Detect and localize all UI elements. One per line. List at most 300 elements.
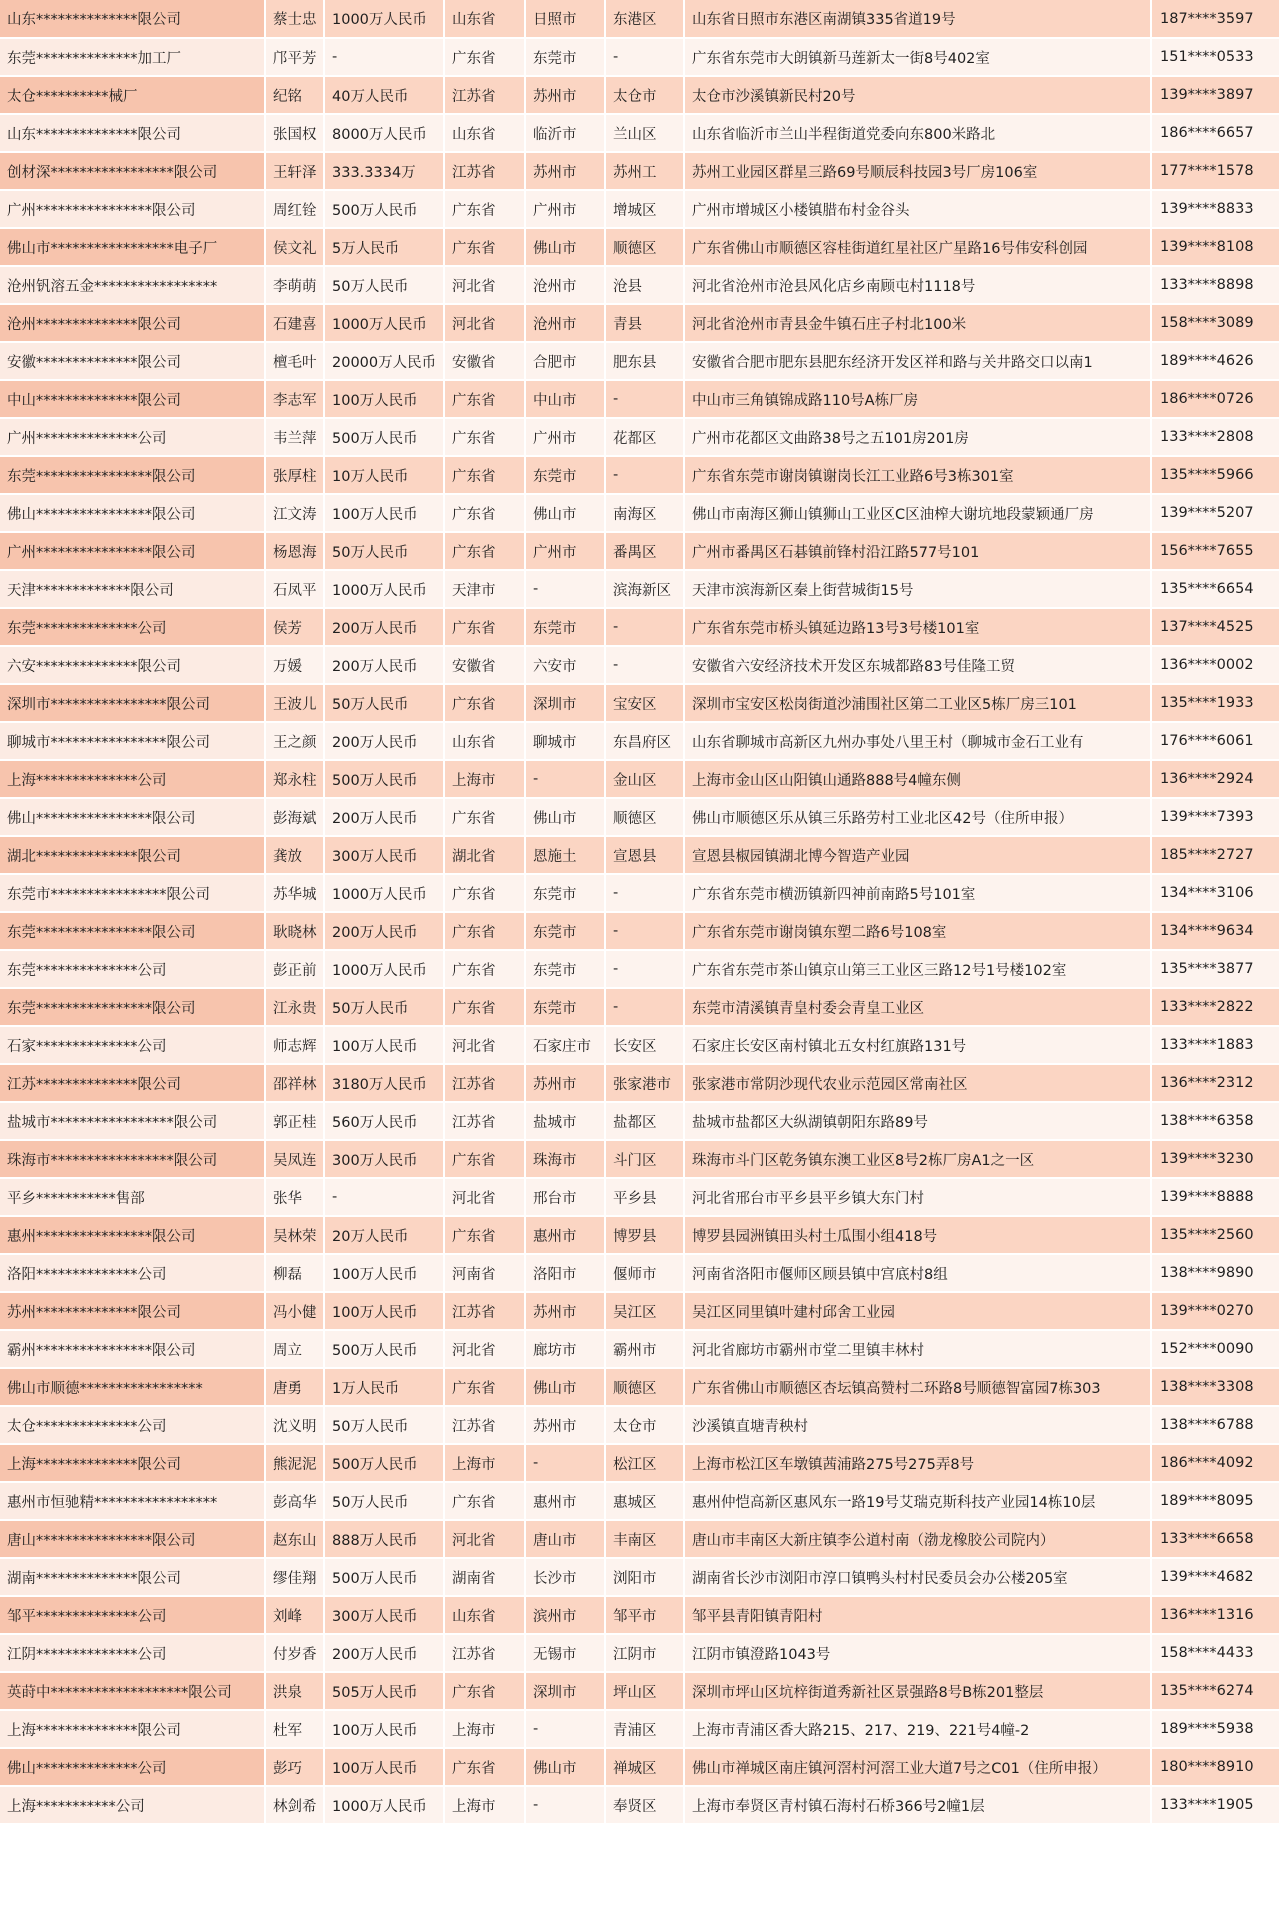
province-cell: 江苏省 [444, 1634, 525, 1672]
registered-capital-cell: 300万人民币 [324, 836, 444, 874]
registered-capital-cell: - [324, 1178, 444, 1216]
city-cell: 广州市 [525, 190, 605, 228]
address-cell: 广东省东莞市谢岗镇谢岗长江工业路6号3栋301室 [684, 456, 1151, 494]
district-cell: 博罗县 [605, 1216, 684, 1254]
city-cell: 东莞市 [525, 874, 605, 912]
registered-capital-cell: 200万人民币 [324, 608, 444, 646]
table-row [0, 1064, 1280, 1102]
company-name-cell: 东莞****************限公司 [0, 912, 265, 950]
city-cell: 六安市 [525, 646, 605, 684]
province-cell: 广东省 [444, 38, 525, 76]
table-row [0, 380, 1280, 418]
registered-capital-cell: 333.3334万 [324, 152, 444, 190]
address-cell: 湖南省长沙市浏阳市淳口镇鸭头村村民委员会办公楼205室 [684, 1558, 1151, 1596]
province-cell: 山东省 [444, 722, 525, 760]
city-cell: 东莞市 [525, 950, 605, 988]
city-cell: 石家庄市 [525, 1026, 605, 1064]
address-cell: 东莞市清溪镇青皇村委会青皇工业区 [684, 988, 1151, 1026]
phone-cell: 139****7393 [1151, 798, 1280, 836]
city-cell: - [525, 1710, 605, 1748]
contact-person-cell: 赵东山 [265, 1520, 324, 1558]
province-cell: 广东省 [444, 608, 525, 646]
registered-capital-cell: 1000万人民币 [324, 304, 444, 342]
phone-cell: 138****6358 [1151, 1102, 1280, 1140]
company-name-cell: 邹平**************公司 [0, 1596, 265, 1634]
contact-person-cell: 彭高华 [265, 1482, 324, 1520]
city-cell: 惠州市 [525, 1482, 605, 1520]
contact-person-cell: 蔡士忠 [265, 0, 324, 38]
contact-person-cell: 林剑希 [265, 1786, 324, 1824]
province-cell: 河南省 [444, 1254, 525, 1292]
district-cell: 惠城区 [605, 1482, 684, 1520]
registered-capital-cell: 1000万人民币 [324, 1786, 444, 1824]
company-name-cell: 广州**************公司 [0, 418, 265, 456]
registered-capital-cell: 100万人民币 [324, 1710, 444, 1748]
district-cell: 金山区 [605, 760, 684, 798]
city-cell: 日照市 [525, 0, 605, 38]
company-name-cell: 佛山**************公司 [0, 1748, 265, 1786]
company-name-cell: 沧州钒溶五金***************** [0, 266, 265, 304]
table-row [0, 1634, 1280, 1672]
phone-cell: 133****1905 [1151, 1786, 1280, 1824]
company-name-cell: 佛山****************限公司 [0, 494, 265, 532]
province-cell: 河北省 [444, 304, 525, 342]
table-row [0, 38, 1280, 76]
city-cell: 中山市 [525, 380, 605, 418]
city-cell: 佛山市 [525, 1368, 605, 1406]
province-cell: 江苏省 [444, 152, 525, 190]
contact-person-cell: 杨恩海 [265, 532, 324, 570]
district-cell: 增城区 [605, 190, 684, 228]
address-cell: 太仓市沙溪镇新民村20号 [684, 76, 1151, 114]
company-name-cell: 东莞****************限公司 [0, 456, 265, 494]
table-row [0, 1748, 1280, 1786]
district-cell: 太仓市 [605, 1406, 684, 1444]
province-cell: 广东省 [444, 228, 525, 266]
registered-capital-cell: 200万人民币 [324, 646, 444, 684]
registered-capital-cell: 50万人民币 [324, 684, 444, 722]
province-cell: 河北省 [444, 1520, 525, 1558]
phone-cell: 156****7655 [1151, 532, 1280, 570]
table-row [0, 798, 1280, 836]
district-cell: 南海区 [605, 494, 684, 532]
district-cell: 花都区 [605, 418, 684, 456]
address-cell: 河北省沧州市青县金牛镇石庄子村北100米 [684, 304, 1151, 342]
city-cell: - [525, 1786, 605, 1824]
address-cell: 山东省聊城市高新区九州办事处八里王村（聊城市金石工业有 [684, 722, 1151, 760]
province-cell: 广东省 [444, 1748, 525, 1786]
phone-cell: 176****6061 [1151, 722, 1280, 760]
table-row [0, 1178, 1280, 1216]
company-name-cell: 东莞市****************限公司 [0, 874, 265, 912]
phone-cell: 135****2560 [1151, 1216, 1280, 1254]
phone-cell: 139****3230 [1151, 1140, 1280, 1178]
district-cell: 顺德区 [605, 228, 684, 266]
province-cell: 广东省 [444, 1140, 525, 1178]
registered-capital-cell: 300万人民币 [324, 1140, 444, 1178]
contact-person-cell: 王波儿 [265, 684, 324, 722]
registered-capital-cell: 500万人民币 [324, 1444, 444, 1482]
phone-cell: 136****0002 [1151, 646, 1280, 684]
company-name-cell: 惠州****************限公司 [0, 1216, 265, 1254]
table-row [0, 1406, 1280, 1444]
phone-cell: 185****2727 [1151, 836, 1280, 874]
phone-cell: 134****9634 [1151, 912, 1280, 950]
city-cell: - [525, 760, 605, 798]
address-cell: 苏州工业园区群星三路69号顺辰科技园3号厂房106室 [684, 152, 1151, 190]
province-cell: 广东省 [444, 1368, 525, 1406]
phone-cell: 139****8833 [1151, 190, 1280, 228]
company-name-cell: 苏州**************限公司 [0, 1292, 265, 1330]
contact-person-cell: 李志军 [265, 380, 324, 418]
district-cell: - [605, 456, 684, 494]
address-cell: 安徽省合肥市肥东县肥东经济开发区祥和路与关井路交口以南1 [684, 342, 1151, 380]
phone-cell: 186****6657 [1151, 114, 1280, 152]
registered-capital-cell: 100万人民币 [324, 1748, 444, 1786]
province-cell: 江苏省 [444, 76, 525, 114]
registered-capital-cell: 50万人民币 [324, 532, 444, 570]
province-cell: 上海市 [444, 760, 525, 798]
phone-cell: 139****4682 [1151, 1558, 1280, 1596]
company-name-cell: 上海***********公司 [0, 1786, 265, 1824]
table-row [0, 608, 1280, 646]
city-cell: 唐山市 [525, 1520, 605, 1558]
table-row [0, 190, 1280, 228]
company-name-cell: 英莳中*******************限公司 [0, 1672, 265, 1710]
company-name-cell: 上海**************限公司 [0, 1444, 265, 1482]
company-name-cell: 佛山****************限公司 [0, 798, 265, 836]
table-row [0, 1482, 1280, 1520]
city-cell: 东莞市 [525, 912, 605, 950]
contact-person-cell: 张国权 [265, 114, 324, 152]
table-row [0, 722, 1280, 760]
address-cell: 宣恩县椒园镇湖北博今智造产业园 [684, 836, 1151, 874]
company-name-cell: 聊城市****************限公司 [0, 722, 265, 760]
registered-capital-cell: 20000万人民币 [324, 342, 444, 380]
address-cell: 广东省佛山市顺德区杏坛镇高赞村二环路8号顺德智富园7栋303 [684, 1368, 1151, 1406]
contact-person-cell: 石建喜 [265, 304, 324, 342]
city-cell: 东莞市 [525, 988, 605, 1026]
district-cell: 斗门区 [605, 1140, 684, 1178]
table-row [0, 836, 1280, 874]
province-cell: 广东省 [444, 1216, 525, 1254]
table-row [0, 988, 1280, 1026]
table-row [0, 1520, 1280, 1558]
contact-person-cell: 周红铨 [265, 190, 324, 228]
province-cell: 广东省 [444, 418, 525, 456]
contact-person-cell: 龚放 [265, 836, 324, 874]
address-cell: 博罗县园洲镇田头村土瓜围小组418号 [684, 1216, 1151, 1254]
district-cell: 长安区 [605, 1026, 684, 1064]
table-row [0, 1672, 1280, 1710]
city-cell: 广州市 [525, 418, 605, 456]
district-cell: 滨海新区 [605, 570, 684, 608]
company-name-cell: 上海**************公司 [0, 760, 265, 798]
table-row [0, 570, 1280, 608]
registered-capital-cell: 100万人民币 [324, 1254, 444, 1292]
address-cell: 广东省东莞市茶山镇京山第三工业区三路12号1号楼102室 [684, 950, 1151, 988]
contact-person-cell: 纪铭 [265, 76, 324, 114]
district-cell: 邹平市 [605, 1596, 684, 1634]
city-cell: 东莞市 [525, 456, 605, 494]
district-cell: 张家港市 [605, 1064, 684, 1102]
city-cell: 滨州市 [525, 1596, 605, 1634]
registered-capital-cell: 500万人民币 [324, 1330, 444, 1368]
city-cell: 恩施土 [525, 836, 605, 874]
district-cell: 青县 [605, 304, 684, 342]
address-cell: 张家港市常阴沙现代农业示范园区常南社区 [684, 1064, 1151, 1102]
registered-capital-cell: 300万人民币 [324, 1596, 444, 1634]
district-cell: 丰南区 [605, 1520, 684, 1558]
table-row [0, 76, 1280, 114]
registered-capital-cell: 50万人民币 [324, 988, 444, 1026]
province-cell: 上海市 [444, 1444, 525, 1482]
province-cell: 山东省 [444, 114, 525, 152]
registered-capital-cell: 500万人民币 [324, 190, 444, 228]
phone-cell: 133****1883 [1151, 1026, 1280, 1064]
province-cell: 广东省 [444, 1672, 525, 1710]
district-cell: 肥东县 [605, 342, 684, 380]
table-row [0, 1102, 1280, 1140]
address-cell: 珠海市斗门区乾务镇东澳工业区8号2栋厂房A1之一区 [684, 1140, 1151, 1178]
table-row [0, 950, 1280, 988]
address-cell: 广州市番禺区石碁镇前锋村沿江路577号101 [684, 532, 1151, 570]
company-name-cell: 山东**************限公司 [0, 0, 265, 38]
contact-person-cell: 王之颜 [265, 722, 324, 760]
address-cell: 上海市金山区山阳镇山通路888号4幢东侧 [684, 760, 1151, 798]
province-cell: 河北省 [444, 266, 525, 304]
contact-person-cell: 冯小健 [265, 1292, 324, 1330]
table-row [0, 1330, 1280, 1368]
table-row [0, 760, 1280, 798]
table-row [0, 1596, 1280, 1634]
contact-person-cell: 檀毛叶 [265, 342, 324, 380]
district-cell: 浏阳市 [605, 1558, 684, 1596]
contact-person-cell: 付岁香 [265, 1634, 324, 1672]
district-cell: 江阴市 [605, 1634, 684, 1672]
district-cell: 东昌府区 [605, 722, 684, 760]
address-cell: 中山市三角镇锦成路110号A栋厂房 [684, 380, 1151, 418]
contact-person-cell: 李萌萌 [265, 266, 324, 304]
contact-person-cell: 熊泥泥 [265, 1444, 324, 1482]
table-row [0, 1292, 1280, 1330]
address-cell: 惠州仲恺高新区惠风东一路19号艾瑞克斯科技产业园14栋10层 [684, 1482, 1151, 1520]
district-cell: 禅城区 [605, 1748, 684, 1786]
address-cell: 深圳市坪山区坑梓街道秀新社区景强路8号B栋201整层 [684, 1672, 1151, 1710]
phone-cell: 133****2808 [1151, 418, 1280, 456]
district-cell: - [605, 950, 684, 988]
district-cell: 沧县 [605, 266, 684, 304]
registered-capital-cell: 100万人民币 [324, 494, 444, 532]
province-cell: 安徽省 [444, 646, 525, 684]
company-name-cell: 中山**************限公司 [0, 380, 265, 418]
city-cell: 聊城市 [525, 722, 605, 760]
company-name-cell: 佛山市*****************电子厂 [0, 228, 265, 266]
address-cell: 沙溪镇直塘青秧村 [684, 1406, 1151, 1444]
registered-capital-cell: 1000万人民币 [324, 0, 444, 38]
phone-cell: 139****0270 [1151, 1292, 1280, 1330]
address-cell: 上海市松江区车墩镇茜浦路275号275弄8号 [684, 1444, 1151, 1482]
address-cell: 佛山市禅城区南庄镇河滘村河滘工业大道7号之C01（住所申报） [684, 1748, 1151, 1786]
phone-cell: 189****8095 [1151, 1482, 1280, 1520]
contact-person-cell: 周立 [265, 1330, 324, 1368]
province-cell: 江苏省 [444, 1292, 525, 1330]
phone-cell: 135****6654 [1151, 570, 1280, 608]
company-name-cell: 山东**************限公司 [0, 114, 265, 152]
phone-cell: 180****8910 [1151, 1748, 1280, 1786]
registered-capital-cell: 1万人民币 [324, 1368, 444, 1406]
district-cell: - [605, 646, 684, 684]
company-name-cell: 沧州**************限公司 [0, 304, 265, 342]
contact-person-cell: 侯芳 [265, 608, 324, 646]
address-cell: 广东省东莞市谢岗镇东塑二路6号108室 [684, 912, 1151, 950]
address-cell: 深圳市宝安区松岗街道沙浦围社区第二工业区5栋厂房三101 [684, 684, 1151, 722]
city-cell: 佛山市 [525, 494, 605, 532]
phone-cell: 138****6788 [1151, 1406, 1280, 1444]
province-cell: 天津市 [444, 570, 525, 608]
contact-person-cell: 石凤平 [265, 570, 324, 608]
phone-cell: 139****5207 [1151, 494, 1280, 532]
city-cell: 东莞市 [525, 608, 605, 646]
registered-capital-cell: 20万人民币 [324, 1216, 444, 1254]
contact-person-cell: 彭巧 [265, 1748, 324, 1786]
city-cell: 洛阳市 [525, 1254, 605, 1292]
phone-cell: 151****0533 [1151, 38, 1280, 76]
company-name-cell: 湖北**************限公司 [0, 836, 265, 874]
city-cell: 邢台市 [525, 1178, 605, 1216]
province-cell: 湖北省 [444, 836, 525, 874]
city-cell: 东莞市 [525, 38, 605, 76]
company-name-cell: 东莞****************限公司 [0, 988, 265, 1026]
phone-cell: 137****4525 [1151, 608, 1280, 646]
table-row [0, 1026, 1280, 1064]
company-name-cell: 湖南**************限公司 [0, 1558, 265, 1596]
province-cell: 广东省 [444, 380, 525, 418]
registered-capital-cell: 200万人民币 [324, 912, 444, 950]
district-cell: 兰山区 [605, 114, 684, 152]
contact-person-cell: 张厚柱 [265, 456, 324, 494]
city-cell: 佛山市 [525, 228, 605, 266]
contact-person-cell: 杜军 [265, 1710, 324, 1748]
registered-capital-cell: - [324, 38, 444, 76]
table-row [0, 912, 1280, 950]
phone-cell: 135****5966 [1151, 456, 1280, 494]
contact-person-cell: 郑永柱 [265, 760, 324, 798]
district-cell: - [605, 988, 684, 1026]
phone-cell: 158****3089 [1151, 304, 1280, 342]
city-cell: 苏州市 [525, 152, 605, 190]
province-cell: 广东省 [444, 532, 525, 570]
phone-cell: 135****6274 [1151, 1672, 1280, 1710]
city-cell: 临沂市 [525, 114, 605, 152]
province-cell: 广东省 [444, 874, 525, 912]
registered-capital-cell: 10万人民币 [324, 456, 444, 494]
address-cell: 广东省东莞市桥头镇延边路13号3号楼101室 [684, 608, 1151, 646]
company-name-cell: 创材深*****************限公司 [0, 152, 265, 190]
province-cell: 广东省 [444, 950, 525, 988]
registered-capital-cell: 1000万人民币 [324, 950, 444, 988]
contact-person-cell: 刘峰 [265, 1596, 324, 1634]
company-name-cell: 盐城市*****************限公司 [0, 1102, 265, 1140]
phone-cell: 189****5938 [1151, 1710, 1280, 1748]
table-row [0, 342, 1280, 380]
province-cell: 河北省 [444, 1178, 525, 1216]
company-name-cell: 六安**************限公司 [0, 646, 265, 684]
city-cell: 苏州市 [525, 76, 605, 114]
address-cell: 河北省廊坊市霸州市堂二里镇丰林村 [684, 1330, 1151, 1368]
registered-capital-cell: 200万人民币 [324, 1634, 444, 1672]
city-cell: 佛山市 [525, 1748, 605, 1786]
phone-cell: 187****3597 [1151, 0, 1280, 38]
registered-capital-cell: 1000万人民币 [324, 570, 444, 608]
address-cell: 天津市滨海新区秦上街营城街15号 [684, 570, 1151, 608]
table-row [0, 114, 1280, 152]
company-name-cell: 惠州市恒驰精***************** [0, 1482, 265, 1520]
address-cell: 上海市青浦区香大路215、217、219、221号4幢-2 [684, 1710, 1151, 1748]
district-cell: 松江区 [605, 1444, 684, 1482]
province-cell: 湖南省 [444, 1558, 525, 1596]
province-cell: 广东省 [444, 1482, 525, 1520]
contact-person-cell: 彭正前 [265, 950, 324, 988]
registered-capital-cell: 200万人民币 [324, 798, 444, 836]
province-cell: 广东省 [444, 494, 525, 532]
contact-person-cell: 唐勇 [265, 1368, 324, 1406]
city-cell: 苏州市 [525, 1406, 605, 1444]
address-cell: 山东省日照市东港区南湖镇335省道19号 [684, 0, 1151, 38]
district-cell: - [605, 380, 684, 418]
city-cell: 盐城市 [525, 1102, 605, 1140]
address-cell: 广东省佛山市顺德区容桂街道红星社区广星路16号伟安科创园 [684, 228, 1151, 266]
contact-person-cell: 邵祥林 [265, 1064, 324, 1102]
phone-cell: 139****3897 [1151, 76, 1280, 114]
address-cell: 盐城市盐都区大纵湖镇朝阳东路89号 [684, 1102, 1151, 1140]
registered-capital-cell: 100万人民币 [324, 1292, 444, 1330]
contact-person-cell: 洪泉 [265, 1672, 324, 1710]
table-row [0, 684, 1280, 722]
city-cell: 无锡市 [525, 1634, 605, 1672]
company-name-cell: 上海**************限公司 [0, 1710, 265, 1748]
registered-capital-cell: 500万人民币 [324, 418, 444, 456]
district-cell: 奉贤区 [605, 1786, 684, 1824]
table-row [0, 266, 1280, 304]
contact-person-cell: 吴凤连 [265, 1140, 324, 1178]
table-row [0, 418, 1280, 456]
province-cell: 江苏省 [444, 1102, 525, 1140]
address-cell: 佛山市顺德区乐从镇三乐路劳村工业北区42号（住所申报） [684, 798, 1151, 836]
province-cell: 河北省 [444, 1330, 525, 1368]
company-name-cell: 平乡***********售部 [0, 1178, 265, 1216]
district-cell: 苏州工 [605, 152, 684, 190]
district-cell: 青浦区 [605, 1710, 684, 1748]
district-cell: 偃师市 [605, 1254, 684, 1292]
company-name-cell: 天津*************限公司 [0, 570, 265, 608]
address-cell: 广东省东莞市大朗镇新马莲新太一街8号402室 [684, 38, 1151, 76]
contact-person-cell: 耿晓林 [265, 912, 324, 950]
city-cell: 苏州市 [525, 1064, 605, 1102]
phone-cell: 186****4092 [1151, 1444, 1280, 1482]
company-name-cell: 广州****************限公司 [0, 190, 265, 228]
district-cell: - [605, 608, 684, 646]
address-cell: 石家庄长安区南村镇北五女村红旗路131号 [684, 1026, 1151, 1064]
address-cell: 广州市增城区小楼镇腊布村金谷头 [684, 190, 1151, 228]
district-cell: 坪山区 [605, 1672, 684, 1710]
address-cell: 唐山市丰南区大新庄镇李公道村南（渤龙橡胶公司院内） [684, 1520, 1151, 1558]
phone-cell: 189****4626 [1151, 342, 1280, 380]
phone-cell: 136****2924 [1151, 760, 1280, 798]
company-name-cell: 唐山****************限公司 [0, 1520, 265, 1558]
phone-cell: 135****1933 [1151, 684, 1280, 722]
contact-person-cell: 邝平芳 [265, 38, 324, 76]
